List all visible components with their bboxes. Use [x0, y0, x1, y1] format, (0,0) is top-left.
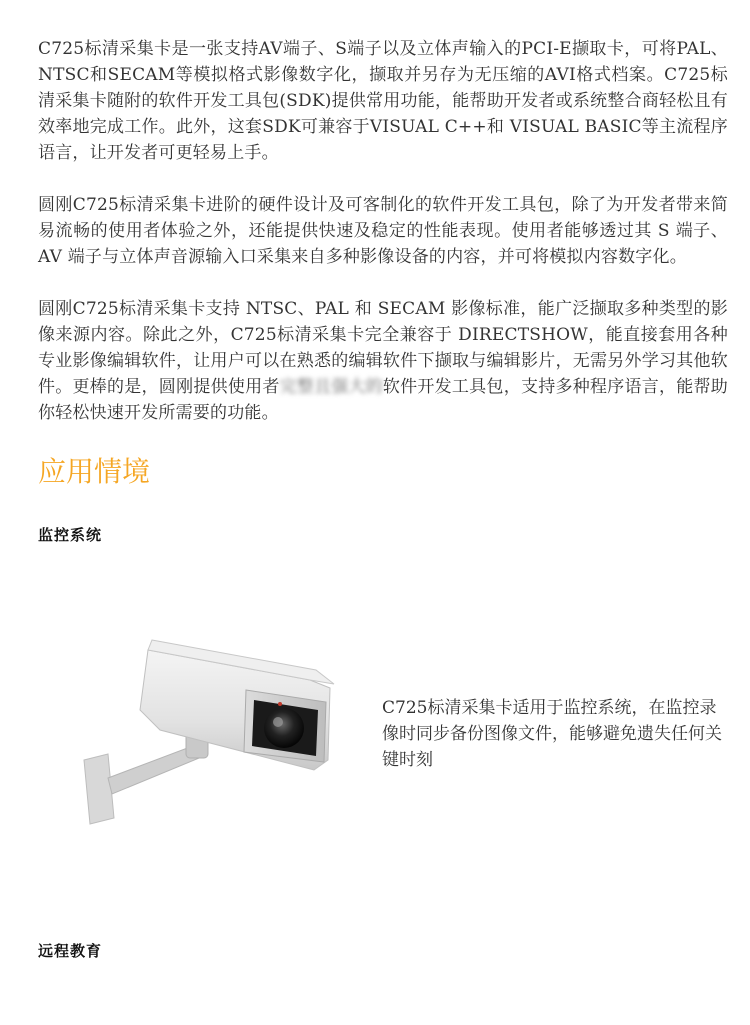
monitoring-caption: C725标清采集卡适用于监控系统，在监控录像时同步备份图像文件，能够避免遗失任何关键时刻: [382, 698, 722, 770]
standards-text-after: 软件开发工具包，支持多种程序语言，能帮助你轻松快速开发所需要的功能。: [38, 377, 728, 423]
blurred-text: 完整且强大的: [279, 377, 383, 397]
security-camera-image: [78, 632, 348, 832]
standards-paragraph: [38, 296, 728, 426]
hardware-paragraph: 圆刚C725标清采集卡进阶的硬件设计及可客制化的软件开发工具包，除了为开发者带来简易流畅的使用者体验之外，还能提供快速及稳定的性能表现。使用者能够透过其 S 端子、AV 端子与立体声音源输入口采集来自多种影像设备的内容，并可将模拟内容数字化。: [38, 195, 728, 267]
monitoring-title: 监控系统: [38, 526, 103, 544]
camera-icon: [78, 632, 348, 832]
standards-text-before: 圆刚C725标清采集卡支持 NTSC、PAL 和 SECAM 影像标准，能广泛撷取多种类型的影像来源内容。除此之外，C725标清采集卡完全兼容于 DIRECTSHOW，能直接套用各种专业影像编辑软件，让用户可以在熟悉的编辑软件下撷取与编辑影片，无需另外学习其他软件。更棒的是，圆刚提供使用者: [38, 299, 728, 397]
section-title: 应用情境: [38, 455, 151, 488]
remote-education-title: 远程教育: [38, 942, 103, 960]
document-body: [38, 36, 728, 492]
intro-paragraph: C725标清采集卡是一张支持AV端子、S端子以及立体声输入的PCI-E撷取卡，可将PAL、NTSC和SECAM等模拟格式影像数字化，撷取并另存为无压缩的AVI格式档案。C725标清采集卡随附的软件开发工具包(SDK)提供常用功能，能帮助开发者或系统整合商轻松且有效率地完成工作。此外，这套SDK可兼容于VISUAL C++和 VISUAL BASIC等主流程序语言，让开发者可更轻易上手。: [38, 39, 728, 163]
